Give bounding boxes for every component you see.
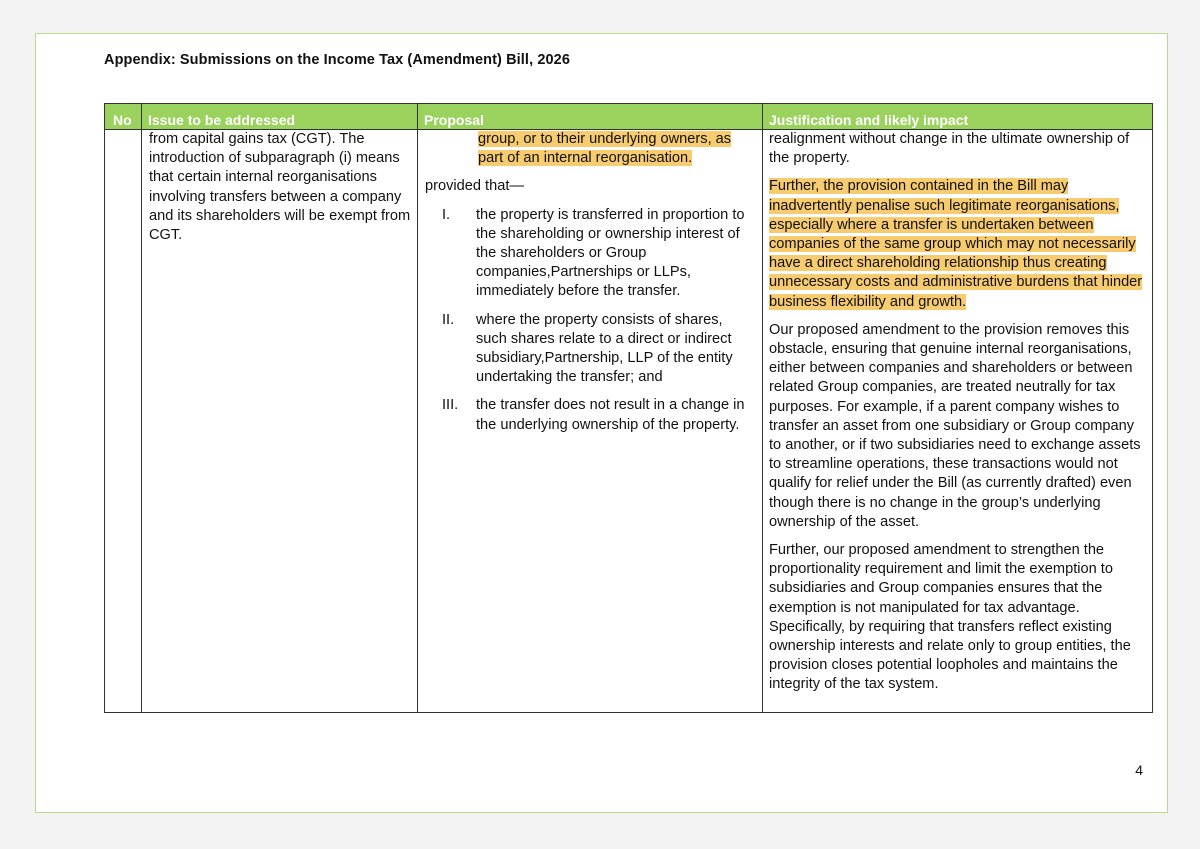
clause-text: where the property consists of shares, such shares relate to a direct or indirect subsidiary,Partnership, LLP of the entity undertaking the transfer; and	[476, 311, 733, 386]
clause-text: the transfer does not result in a change in the underlying ownership of the property.	[476, 397, 745, 433]
page-title: Appendix: Submissions on the Income Tax (Amendment) Bill, 2026	[104, 52, 570, 68]
cell-proposal	[418, 130, 763, 713]
issue-text: from capital gains tax (CGT). The introduction of subparagraph (i) means that certain internal reorganisations involving transfers between a company and its shareholders will be exempt from CGT.	[149, 131, 411, 244]
cell-issue	[142, 130, 418, 713]
page-number: 4	[1135, 762, 1143, 778]
table-header-row	[105, 104, 1153, 130]
clause-number: III.	[442, 397, 459, 414]
header-justification: Justification and likely impact	[763, 104, 1153, 130]
justification-paragraph-3: Our proposed amendment to the provision removes this obstacle, ensuring that genuine internal reorganisations, either between companies and shareholders or between related Group companies, are treated neutrally for tax purposes. For example, if a parent company wishes to transfer an asset from one subsidiary or Group company to another, or if two subsidiaries need to exchange assets to streamline operations, these transactions would not qualify for relief under the Bill (as currently drafted) even though there is no change in the group’s underlying ownership of the asset.	[769, 321, 1141, 530]
proposal-clause	[425, 206, 756, 302]
table-row	[105, 130, 1153, 713]
cell-no	[105, 130, 142, 713]
justification-paragraph-2-highlighted: Further, the provision contained in the Bill may inadvertently penalise such legitimate reorganisations, especially where a transfer is undertaken between companies of the same group which may not necessarily have a direct shareholding relationship thus creating unnecessary costs and administrative burdens that hinder business flexibility and growth.	[769, 178, 1143, 310]
proposal-provided-that: provided that—	[425, 178, 524, 195]
clause-number: I.	[442, 206, 451, 223]
proposal-clause	[425, 396, 756, 434]
proposal-clause	[425, 311, 756, 388]
clause-text: the property is transferred in proportion to the shareholding or ownership interest of the shareholders or Group companies,Partnerships or LLPs, immediately before the transfer.	[476, 206, 745, 300]
header-issue: Issue to be addressed	[142, 104, 418, 130]
submissions-table	[104, 103, 1153, 713]
header-no: No	[105, 104, 142, 130]
proposal-continuation: group, or to their underlying owners, as part of an internal reorganisation.	[478, 131, 732, 167]
header-proposal: Proposal	[418, 104, 763, 130]
justification-paragraph-4: Further, our proposed amendment to strengthen the proportionality requirement and limit the exemption to subsidiaries and Group companies ensures that the exemption is not manipulated for tax advantage. Specifically, by requiring that transfers reflect existing ownership interests and relate only to group entities, the provision closes potential loopholes and maintains the integrity of the tax system.	[769, 542, 1131, 693]
cell-justification	[763, 130, 1153, 713]
clause-number: II.	[442, 311, 455, 328]
justification-paragraph-1: realignment without change in the ultimate ownership of the property.	[769, 131, 1130, 167]
document-page	[35, 33, 1168, 813]
